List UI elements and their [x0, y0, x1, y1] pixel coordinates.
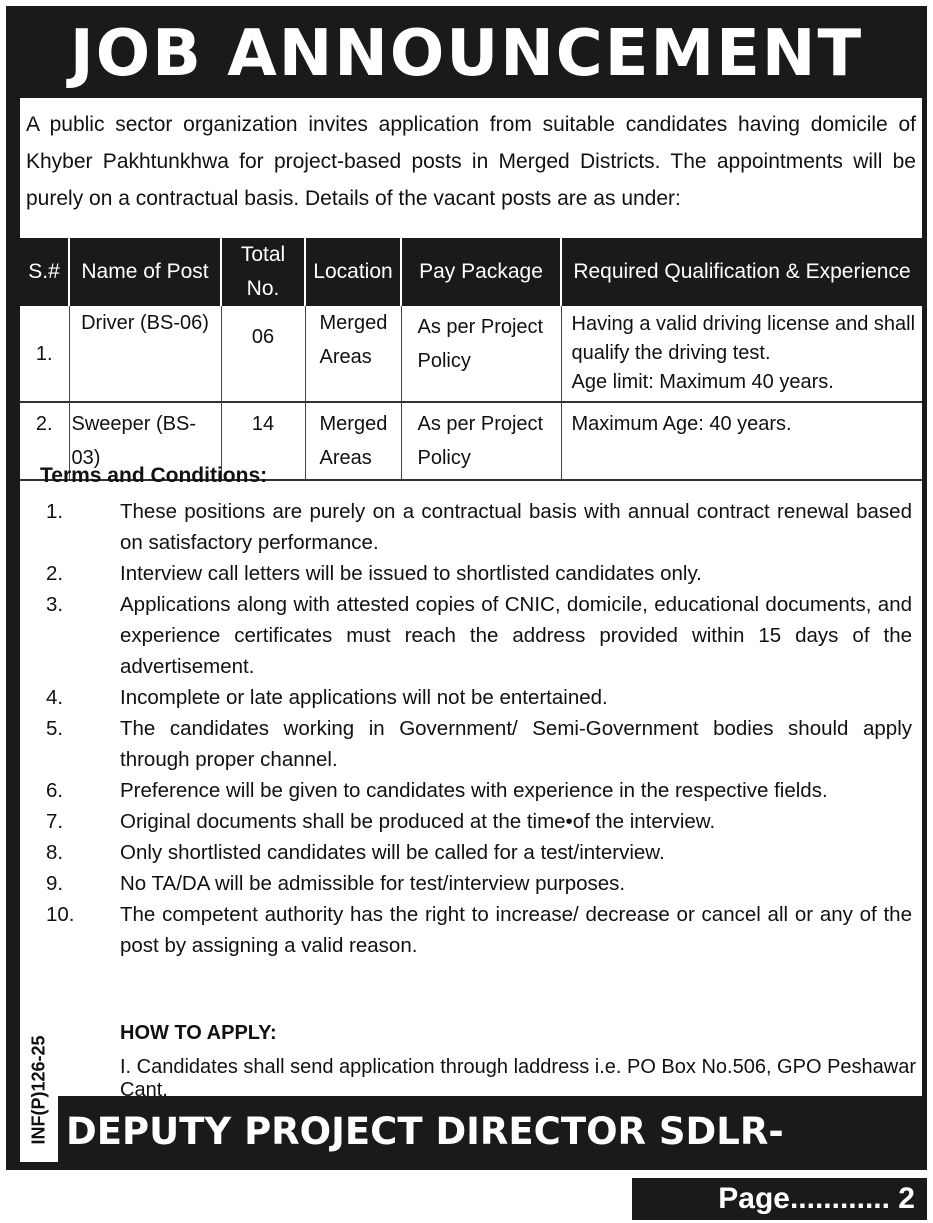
posts-table — [20, 238, 922, 481]
col-header: S.# — [20, 238, 69, 306]
term-text: The competent authority has the right to increase/ decrease or cancel all or any of the post by assigning a valid reason. — [120, 903, 912, 957]
term-item — [32, 589, 912, 682]
term-number: 10. — [46, 903, 75, 926]
page-number-label: Page............ 2 — [632, 1178, 927, 1220]
term-number: 4. — [46, 686, 64, 709]
term-number: 1. — [46, 500, 64, 523]
term-text: Incomplete or late applications will not be entertained. — [120, 686, 608, 709]
term-item — [32, 775, 912, 806]
ad-code-box — [20, 1018, 58, 1162]
how-to-apply-heading: HOW TO APPLY: — [120, 1022, 277, 1044]
terms-list — [32, 496, 912, 961]
signatory: DEPUTY PROJECT DIRECTOR SDLR-MERGED DISTRICTS — [66, 1110, 784, 1213]
intro-paragraph: A public sector organization invites application from suitable candidates having domicile of Khyber Pakhtunkhwa for project-based posts in Merged Districts. The appointments will be purely on a contractual basis. Details of the vacant posts are as under: — [26, 113, 916, 210]
table-row — [20, 306, 922, 402]
cell-sn: 1. — [20, 306, 69, 402]
term-text: Applications along with attested copies of CNIC, domicile, educational documents, and experience certificates must reach the address provided within 15 days of the advertisement. — [120, 593, 912, 678]
cell-location: Merged Areas — [305, 306, 401, 402]
col-header: Pay Package — [401, 238, 561, 306]
term-number: 9. — [46, 872, 64, 895]
term-number: 6. — [46, 779, 64, 802]
cell-post: Sweeper (BS-03) — [69, 402, 221, 480]
term-text: Preference will be given to candidates with experience in the respective fields. — [120, 779, 828, 802]
term-item — [32, 558, 912, 589]
cell-pay: As per Project Policy — [401, 402, 561, 480]
term-text: Only shortlisted candidates will be called for a test/interview. — [120, 841, 665, 864]
col-header: Required Qualification & Experience — [561, 238, 922, 306]
term-item — [32, 713, 912, 775]
cell-total: 06 — [221, 306, 305, 402]
term-number: 5. — [46, 717, 64, 740]
term-item — [32, 837, 912, 868]
cell-pay: As per Project Policy — [401, 306, 561, 402]
term-text: Interview call letters will be issued to shortlisted candidates only. — [120, 562, 702, 585]
term-text: The candidates working in Government/ Semi-Government bodies should apply through proper channel. — [120, 717, 912, 771]
term-item — [32, 496, 912, 558]
term-item — [32, 682, 912, 713]
qualification-line: Having a valid driving license and shall qualify the driving test. — [571, 313, 916, 364]
col-header: Location — [305, 238, 401, 306]
announcement-body — [20, 98, 922, 1101]
page-title: JOB ANNOUNCEMENT — [69, 17, 864, 91]
qualification-line: Age limit: Maximum 40 years. — [571, 371, 834, 393]
term-number: 3. — [46, 593, 64, 616]
col-header: Total No. — [221, 238, 305, 306]
terms-heading: Terms and Conditions: — [40, 464, 268, 487]
how-to-apply-text: I. Candidates shall send application through laddress i.e. PO Box No.506, GPO Peshawar Cant. — [120, 1056, 917, 1101]
cell-post: Driver (BS-06) — [69, 306, 221, 402]
cell-total: 14 — [221, 402, 305, 480]
col-header: Name of Post — [69, 238, 221, 306]
cell-qualification — [561, 306, 922, 402]
term-number: 2. — [46, 562, 64, 585]
term-number: 8. — [46, 841, 64, 864]
ad-code: INF(P)126-25 — [28, 1035, 49, 1145]
term-text: These positions are purely on a contractual basis with annual contract renewal based on satisfactory performance. — [120, 500, 912, 554]
term-item — [32, 868, 912, 899]
term-item — [32, 806, 912, 837]
term-item — [32, 899, 912, 961]
cell-sn: 2. — [20, 402, 69, 480]
qualification-line: Maximum Age: 40 years. — [571, 413, 792, 435]
term-text: No TA/DA will be admissible for test/interview purposes. — [120, 872, 626, 895]
cell-qualification — [561, 402, 922, 480]
term-text: Original documents shall be produced at the time•of the interview. — [120, 810, 716, 833]
term-number: 7. — [46, 810, 64, 833]
cell-location: Merged Areas — [305, 402, 401, 480]
table-header-row — [20, 238, 922, 306]
